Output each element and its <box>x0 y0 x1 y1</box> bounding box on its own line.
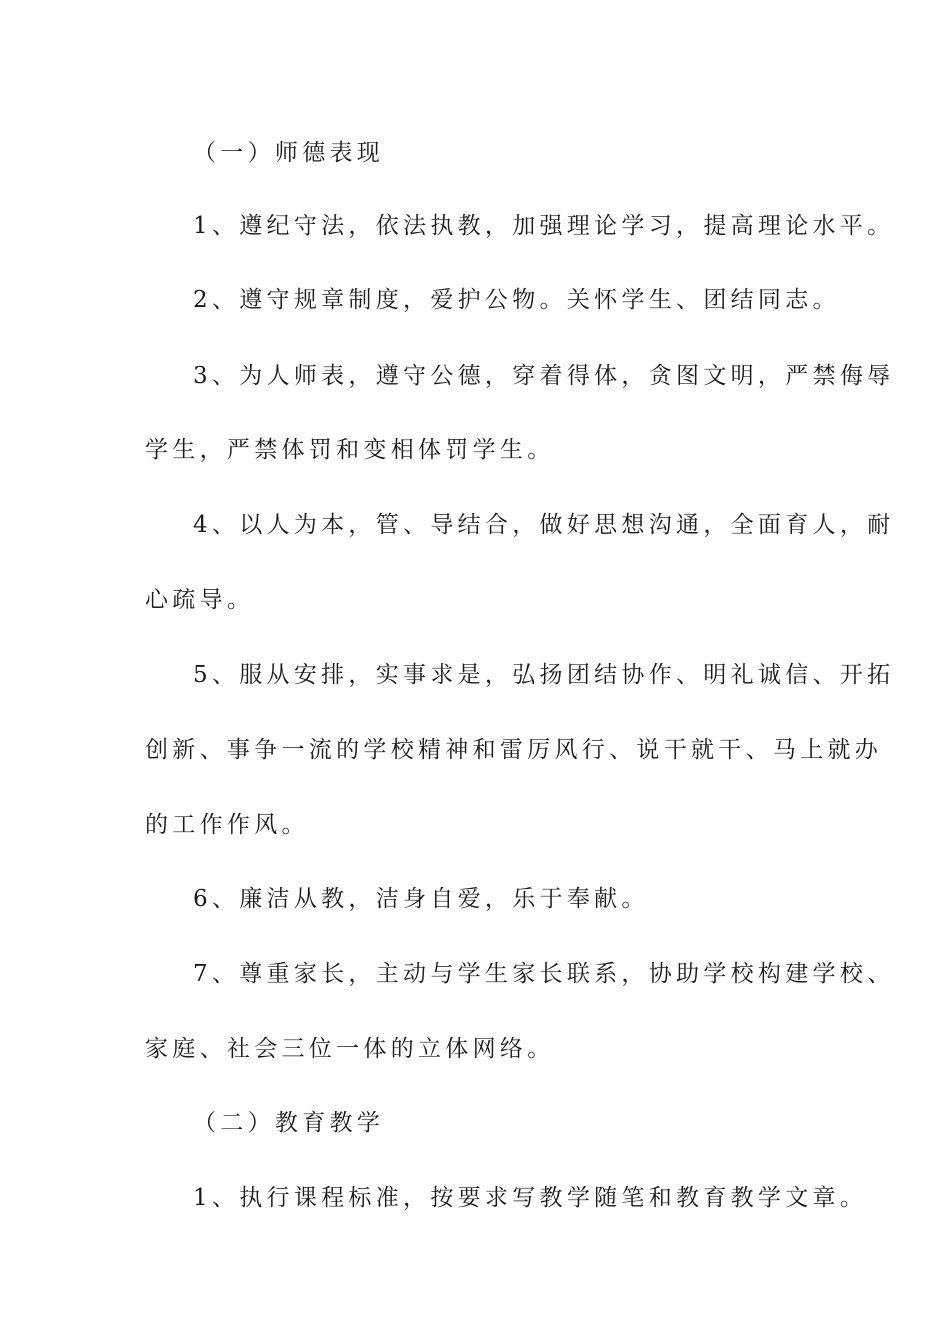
paragraph-line: 创新、事争一流的学校精神和雷厉风行、说干就干、马上就办 <box>145 737 883 763</box>
paragraph-line: 7、尊重家长，主动与学生家长联系，协助学校构建学校、 <box>193 961 895 987</box>
paragraph-line: 的工作作风。 <box>145 812 309 838</box>
section-heading: （一）师德表现 <box>193 140 385 166</box>
section-heading: （二）教育教学 <box>193 1110 385 1136</box>
paragraph-line: 5、服从安排，实事求是，弘扬团结协作、明礼诚信、开拓 <box>193 662 895 688</box>
paragraph-line: 2、遵守规章制度，爱护公物。关怀学生、团结同志。 <box>193 287 840 313</box>
paragraph-line: 6、廉洁从教，洁身自爱，乐于奉献。 <box>193 886 649 912</box>
paragraph-line: 心疏导。 <box>145 587 255 613</box>
paragraph-line: 1、遵纪守法，依法执教，加强理论学习，提高理论水平。 <box>193 213 895 239</box>
paragraph-line: 4、以人为本，管、导结合，做好思想沟通，全面育人，耐 <box>193 512 895 538</box>
paragraph-line: 1、执行课程标准，按要求写教学随笔和教育教学文章。 <box>193 1185 868 1211</box>
paragraph-line: 学生，严禁体罚和变相体罚学生。 <box>145 437 555 463</box>
paragraph-line: 3、为人师表，遵守公德，穿着得体，贪图文明，严禁侮辱 <box>193 363 895 389</box>
paragraph-line: 家庭、社会三位一体的立体网络。 <box>145 1036 555 1062</box>
